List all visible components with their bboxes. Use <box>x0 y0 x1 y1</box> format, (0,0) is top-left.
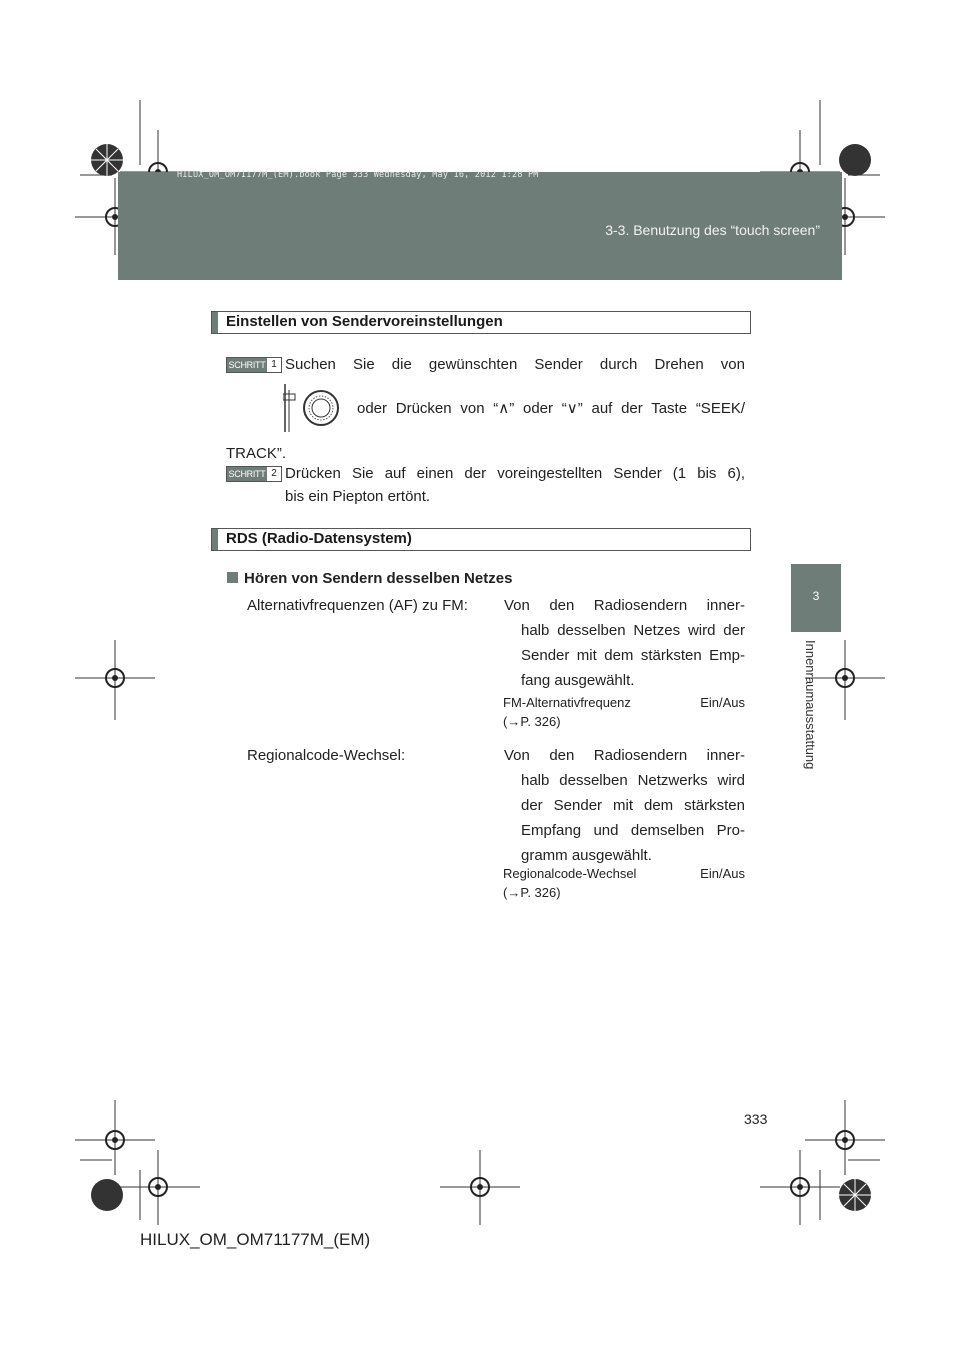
subheading-network <box>227 566 512 591</box>
tune-knob-icon <box>283 382 345 434</box>
chapter-label: Innenraumausstattung <box>803 640 818 770</box>
heading-text: RDS (Radio-Datensystem) <box>226 530 412 547</box>
item-region-label: Regionalcode-Wechsel: <box>247 747 406 764</box>
heading-text: Einstellen von Sendervoreinstellungen <box>226 313 503 330</box>
item-af-label: Alternativfrequenzen (AF) zu FM: <box>247 597 468 614</box>
square-bullet-icon <box>227 572 238 583</box>
file-info: HILUX_OM_OM71177M_(EM).book Page 333 Wednesday, May 16, 2012 1:28 PM <box>177 170 539 180</box>
desc-line: Von den Radiosendern inner- <box>504 747 745 764</box>
item-af-description <box>504 593 745 693</box>
desc-line: halb desselben Netzes wird der <box>521 622 745 639</box>
desc-line: Sender mit dem stärksten Emp- <box>521 647 745 664</box>
step1-line2: oder Drücken von “∧” oder “∨” auf der Taste “SEEK/ <box>357 400 745 417</box>
desc-line: der Sender mit dem stärksten <box>521 797 745 814</box>
desc-line: gramm ausgewählt. <box>521 847 652 864</box>
step-number: 2 <box>267 467 281 481</box>
step1-line1: Suchen Sie die gewünschten Sender durch Drehen von <box>285 356 745 373</box>
item-af-note-ref: (→P. 326) <box>503 714 561 729</box>
document-code: HILUX_OM_OM71177M_(EM) <box>140 1230 371 1249</box>
desc-line: Von den Radiosendern inner- <box>504 597 745 614</box>
section-heading-presets <box>211 311 751 334</box>
item-region-note-ref: (→P. 326) <box>503 885 561 900</box>
section-heading-rds <box>211 528 751 551</box>
item-region-note: Regionalcode-Wechsel Ein/Aus <box>503 866 745 881</box>
page-number: 333 <box>744 1111 768 1127</box>
subheading-text: Hören von Sendern desselben Netzes <box>244 570 513 587</box>
heading-accent <box>212 529 218 550</box>
step-badge-1 <box>226 357 282 373</box>
chapter-tab: 3 <box>791 564 841 632</box>
step-number: 1 <box>267 358 281 372</box>
desc-line: Empfang und demselben Pro- <box>521 822 745 839</box>
step2-line1: Drücken Sie auf einen der voreingestellten Sender (1 bis 6), <box>285 465 745 482</box>
item-region-description <box>504 743 745 868</box>
desc-line: fang ausgewählt. <box>521 672 635 689</box>
item-af-note: FM-Alternativfrequenz Ein/Aus <box>503 695 745 710</box>
step-word: SCHRITT <box>228 469 266 479</box>
step-word: SCHRITT <box>228 360 266 370</box>
step-badge-2 <box>226 466 282 482</box>
desc-line: halb desselben Netzwerks wird <box>521 772 745 789</box>
step2-line2: bis ein Piepton ertönt. <box>285 488 431 505</box>
section-title: 3-3. Benutzung des “touch screen” <box>605 222 820 238</box>
step1-line3: TRACK”. <box>226 445 286 462</box>
heading-accent <box>212 312 218 333</box>
